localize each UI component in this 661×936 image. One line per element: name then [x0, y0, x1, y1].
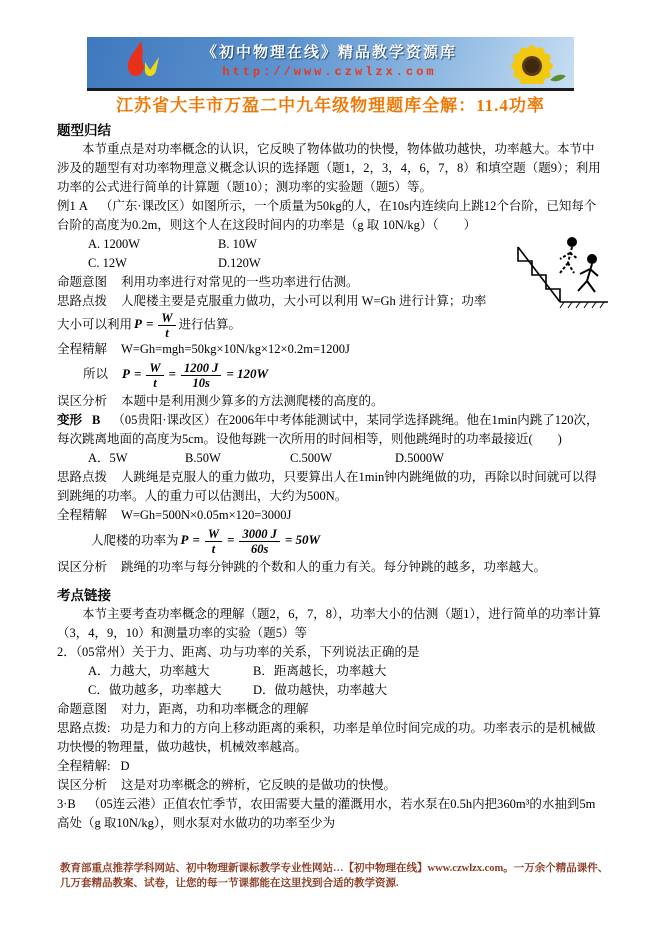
equation-result: = 50W — [284, 532, 321, 548]
fraction-3000j-over-60s: $\frac{3000 J}{60s}$ — [239, 527, 279, 556]
question2-intent: 命题意图 对力，距离，功和功率概念的理解 — [57, 702, 309, 716]
site-banner — [87, 37, 574, 91]
variant-stem: 变形 B （05贵阳·课改区）在2006年中考体能测试中，某同学选择跳绳。他在1min内跳了120次，每次跳离地面的高度为5cm。设他每跳一次所用的时间相等，则他跳绳时的功率最接近( ) — [57, 413, 599, 446]
example1-option-d: D.120W — [218, 256, 261, 270]
variant-label: 变形 — [57, 413, 83, 427]
question2-option-c: C．做功越多，功率越大 — [88, 683, 222, 697]
hint-label: 思路点拨: — [57, 721, 111, 735]
site-url-link[interactable]: http://www.czwlzx.com — [222, 64, 437, 79]
variant-option-a: A．5W — [88, 451, 128, 465]
topic-summary-paragraph: 本节重点是对功率概念的认识，它反映了物体做功的快慢，物体做功越快，功率越大。本节中涉及的题型有对功率物理意义概念认识的选择题（题1，2，3，4，6，7，8）和填空题（题9）；利用功率的公式进行简单的计算题（题10）；测功率的实验题（题5）等。 — [57, 142, 601, 194]
example1-option-b: B. 10W — [218, 237, 257, 251]
variant-option-c: C.500W — [290, 451, 333, 465]
example1-intent: 命题意图 利用功率进行对常见的一些功率进行估测。 — [57, 275, 359, 289]
example1-pitfall: 误区分析 本题中是利用测少算多的方法测爬楼的高度的。 — [57, 394, 384, 408]
question2-solution: 全程精解: D — [57, 759, 130, 773]
site-name: 《初中物理在线》精品教学资源库 — [201, 44, 457, 61]
variant-answer: B — [92, 413, 101, 427]
solution-label: 全程精解 — [57, 508, 108, 522]
example1-option-c: C. 12W — [88, 256, 127, 270]
math-P: P — [122, 366, 130, 382]
question2-options-row2 — [57, 681, 606, 700]
fraction-1200j-over-10s: $\frac{1200 J}{10s}$ — [181, 361, 221, 390]
hint-label: 思路点拨 — [57, 294, 108, 308]
example1-hint: 思路点拨 人爬楼主要是克服重力做功，大小可以利用 W=Gh 进行计算；功率大小可以利用 P = $\frac{W}{t}$ 进行估算。 — [57, 294, 487, 340]
section-header-topic-summary: 题型归结 — [57, 123, 111, 138]
example1-label: 例1 A — [57, 199, 88, 213]
site-logo-icon — [117, 38, 161, 88]
pitfall-label: 误区分析 — [57, 560, 108, 574]
page-title: 江苏省大丰市万盈二中九年级物理题库全解：11.4功率 — [116, 96, 545, 115]
variant-hint: 思路点拨 人跳绳是克服人的重力做功，只要算出人在1min钟内跳绳做的功，再除以时间就可以得到跳绳的功率。人的重力可以估测出，大约为500N。 — [57, 470, 597, 503]
pitfall-label: 误区分析 — [57, 394, 108, 408]
fraction-w-over-t: $\frac{W}{t}$ — [146, 361, 163, 390]
keypoints-paragraph: 本节主要考查功率概念的理解（题2，6，7，8），功率大小的估测（题1），进行简单的功率计算（3，4，9，10）和测量功率的实验（题5）等 — [57, 607, 601, 640]
variant-pitfall: 误区分析 跳绳的功率与每分钟跳的个数和人的重力有关。每分钟跳的越多，功率越大。 — [57, 560, 547, 574]
question2-pitfall: 误区分析 这是对功率概念的辨析，它反映的是做功的快慢。 — [57, 778, 397, 792]
variant-options-row — [57, 449, 606, 468]
math-P: P — [134, 316, 142, 332]
example1-solution: 全程精解 W=Gh=mgh=50kg×10N/kg×12×0.2m=1200J — [57, 342, 350, 356]
question2-options-row1 — [57, 662, 606, 681]
example1-stem: 例1 A （广东·课改区）如图所示，一个质量为50kg的人，在10s内连续向上跳12个台阶，已知每个台阶的高度为0.2m，则这个人在这段时间内的功率是（g 取 10N/kg）（ ） — [57, 199, 597, 232]
example1-option-a: A. 1200W — [88, 237, 141, 251]
example1-equation: 所以 P = $\frac{W}{t}$ = $\frac{1200 J}{10s}$ = 120W — [83, 361, 269, 390]
question3-stem: 3·B （05连云港）正值农忙季节，农田需要大量的灌溉用水，若水泵在0.5h内把360m³的水抽到5m高处（g 取10N/kg），则水泵对水做功的功率至少为 — [57, 797, 596, 830]
variant-option-b: B.50W — [185, 451, 221, 465]
stairs-figure-image — [502, 231, 616, 313]
sunflower-image — [506, 36, 570, 90]
question2-hint: 思路点拨: 功是力和力的方向上移动距离的乘积，功率是单位时间完成的功。功率表示的是机械做功快慢的物理量，做功越快，机械效率越高。 — [57, 721, 596, 754]
intent-label: 命题意图 — [57, 275, 108, 289]
question2-option-d: D．做功越快，功率越大 — [253, 683, 388, 697]
fraction-w-over-t: $\frac{W}{t}$ — [205, 527, 222, 556]
document-body — [57, 121, 606, 833]
fraction-w-over-t: $\frac{W}{t}$ — [158, 311, 175, 340]
solution-label: 全程精解: — [57, 759, 111, 773]
question2-option-a: A．力越大，功率越大 — [88, 664, 210, 678]
pitfall-label: 误区分析 — [57, 778, 108, 792]
footer-note: 教育部重点推荐学科网站、初中物理新课标教学专业性网站…【初中物理在线】www.czwlzx.com。一万余个精品课件、几万套精品教案、试卷，让您的每一节课都能在这里找到合适的教学资源. — [60, 863, 609, 889]
equation-result: = 120W — [226, 366, 269, 382]
variant-equation: 人爬楼的功率为 P = $\frac{W}{t}$ = $\frac{3000 J}{60s}$ = 50W — [91, 527, 321, 556]
variant-option-d: D.5000W — [395, 451, 444, 465]
question2-stem: 2．（05常州）关于力、距离、功与功率的关系，下列说法正确的是 — [57, 645, 420, 659]
question2-option-b: B．距离越长，功率越大 — [253, 664, 387, 678]
question3-label: 3·B — [57, 797, 76, 811]
variant-solution: 全程精解 W=Gh=500N×0.05m×120=3000J — [57, 508, 292, 522]
intent-label: 命题意图 — [57, 702, 108, 716]
section-header-keypoints: 考点链接 — [57, 588, 111, 603]
hint-label: 思路点拨 — [57, 470, 108, 484]
solution-label: 全程精解 — [57, 342, 108, 356]
math-P: P — [180, 532, 189, 548]
banner-text-block — [161, 44, 506, 82]
